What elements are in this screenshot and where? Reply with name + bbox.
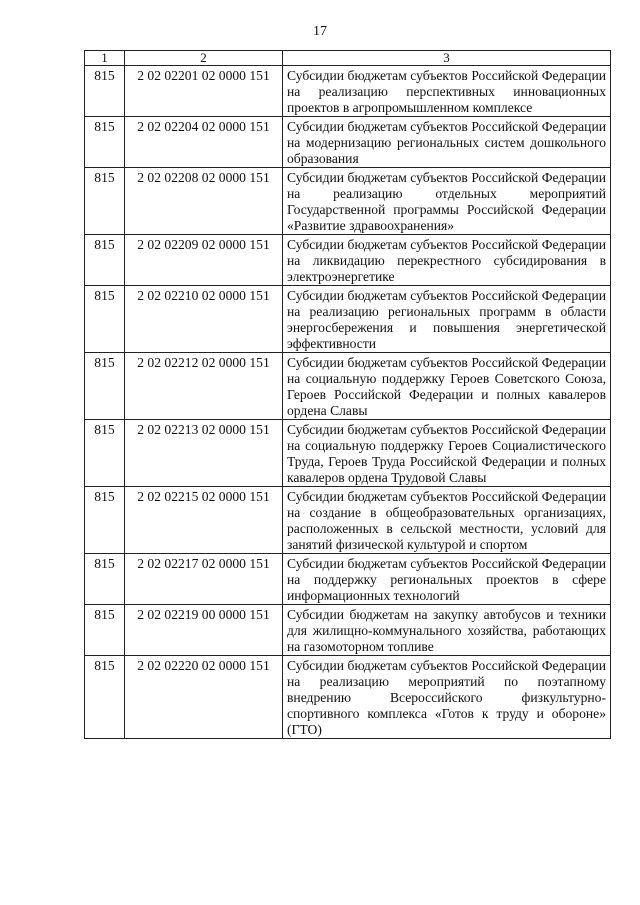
description-cell: Субсидии бюджетам на закупку автобусов и техники для жилищно-коммунального хозяйства, работающих на газомоторном топливе <box>283 605 611 656</box>
description-cell: Субсидии бюджетам субъектов Российской Федерации на реализацию отдельных мероприятий Государственной программы Российской Федерации «Развитие здравоохранения» <box>283 168 611 235</box>
table-header <box>85 51 611 66</box>
description-cell: Субсидии бюджетам субъектов Российской Федерации на модернизацию региональных систем дошкольного образования <box>283 117 611 168</box>
admin-code-cell: 815 <box>85 66 125 117</box>
budget-code-cell: 2 02 02204 02 0000 151 <box>125 117 283 168</box>
budget-code-cell: 2 02 02217 02 0000 151 <box>125 554 283 605</box>
description-cell: Субсидии бюджетам субъектов Российской Федерации на реализацию перспективных инновационных проектов в агропромышленном комплексе <box>283 66 611 117</box>
description-cell: Субсидии бюджетам субъектов Российской Федерации на поддержку региональных проектов в сфере информационных технологий <box>283 554 611 605</box>
table-row <box>85 487 611 554</box>
table-row <box>85 286 611 353</box>
admin-code-cell: 815 <box>85 420 125 487</box>
table-row <box>85 66 611 117</box>
budget-code-cell: 2 02 02215 02 0000 151 <box>125 487 283 554</box>
table-row <box>85 605 611 656</box>
admin-code-cell: 815 <box>85 656 125 739</box>
budget-code-cell: 2 02 02213 02 0000 151 <box>125 420 283 487</box>
description-cell: Субсидии бюджетам субъектов Российской Федерации на ликвидацию перекрестного субсидирования в электроэнергетике <box>283 235 611 286</box>
budget-codes-table <box>84 50 611 739</box>
admin-code-cell: 815 <box>85 353 125 420</box>
column-header-name: 3 <box>283 51 611 66</box>
header-row <box>85 51 611 66</box>
budget-code-cell: 2 02 02212 02 0000 151 <box>125 353 283 420</box>
table-row <box>85 235 611 286</box>
description-cell: Субсидии бюджетам субъектов Российской Федерации на реализацию региональных программ в области энергосбережения и повышения энергетической эффективности <box>283 286 611 353</box>
budget-code-cell: 2 02 02220 02 0000 151 <box>125 656 283 739</box>
admin-code-cell: 815 <box>85 286 125 353</box>
admin-code-cell: 815 <box>85 235 125 286</box>
budget-code-cell: 2 02 02209 02 0000 151 <box>125 235 283 286</box>
table-row <box>85 353 611 420</box>
column-header-admin: 1 <box>85 51 125 66</box>
table-row <box>85 168 611 235</box>
page-number: 17 <box>313 24 327 39</box>
description-cell: Субсидии бюджетам субъектов Российской Федерации на реализацию мероприятий по поэтапному внедрению Всероссийского физкультурно-спортивного комплекса «Готов к труду и обороне» (ГТО) <box>283 656 611 739</box>
table-row <box>85 117 611 168</box>
admin-code-cell: 815 <box>85 487 125 554</box>
admin-code-cell: 815 <box>85 117 125 168</box>
table-row <box>85 656 611 739</box>
table-row <box>85 420 611 487</box>
description-cell: Субсидии бюджетам субъектов Российской Федерации на социальную поддержку Героев Советского Союза, Героев Российской Федерации и полных кавалеров ордена Славы <box>283 353 611 420</box>
column-header-code: 2 <box>125 51 283 66</box>
budget-code-cell: 2 02 02208 02 0000 151 <box>125 168 283 235</box>
budget-code-cell: 2 02 02210 02 0000 151 <box>125 286 283 353</box>
table-body <box>85 66 611 739</box>
table-row <box>85 554 611 605</box>
admin-code-cell: 815 <box>85 168 125 235</box>
description-cell: Субсидии бюджетам субъектов Российской Федерации на создание в общеобразовательных организациях, расположенных в сельской местности, условий для занятий физической культурой и спортом <box>283 487 611 554</box>
budget-code-cell: 2 02 02219 00 0000 151 <box>125 605 283 656</box>
admin-code-cell: 815 <box>85 605 125 656</box>
description-cell: Субсидии бюджетам субъектов Российской Федерации на социальную поддержку Героев Социалистического Труда, Героев Труда Российской Федерации и полных кавалеров ордена Трудовой Славы <box>283 420 611 487</box>
budget-code-cell: 2 02 02201 02 0000 151 <box>125 66 283 117</box>
admin-code-cell: 815 <box>85 554 125 605</box>
